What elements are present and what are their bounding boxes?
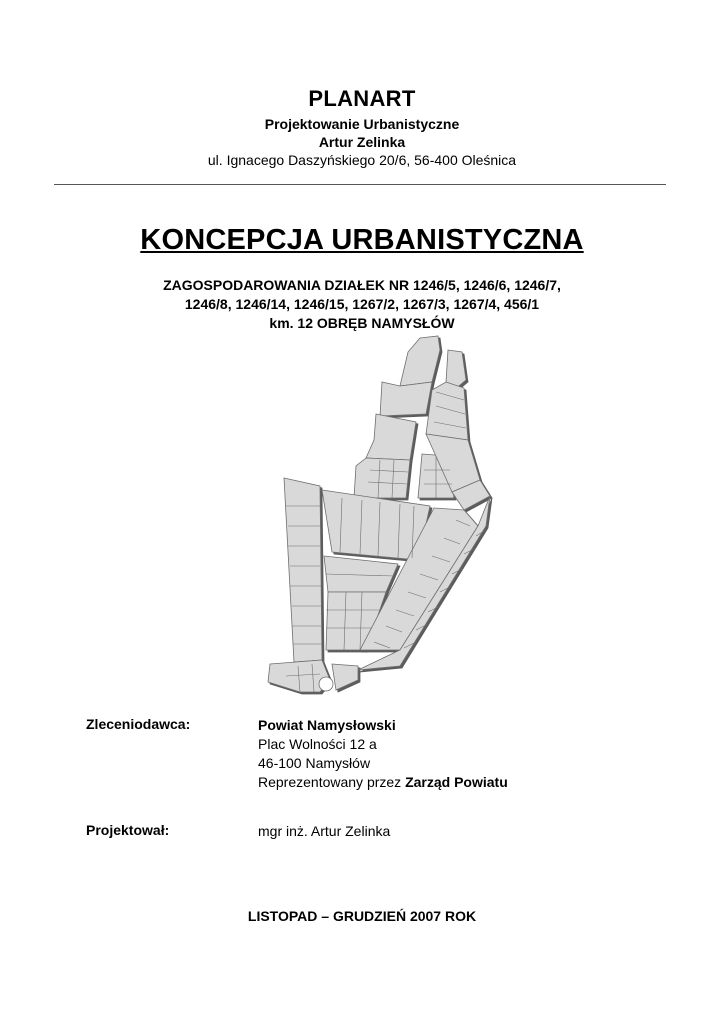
company-name: PLANART (308, 86, 416, 111)
parcel-block (380, 382, 432, 416)
company-person: Artur Zelinka (318, 134, 406, 150)
header-divider (54, 184, 666, 185)
document-subtitle (0, 276, 724, 333)
parcel-block (366, 414, 416, 460)
client-street: Plac Wolności 12 a (258, 736, 377, 752)
parcel-block (426, 382, 468, 440)
parcel-block (400, 336, 440, 386)
designer-label: Projektował: (86, 822, 170, 838)
subtitle-line: km. 12 OBRĘB NAMYSŁÓW (269, 315, 455, 331)
company-subtitle: Projektowanie Urbanistyczne (264, 116, 460, 132)
designer-name: mgr inż. Artur Zelinka (258, 823, 391, 839)
company-address: ul. Ignacego Daszyńskiego 20/6, 56-400 Oleśnica (207, 152, 517, 168)
client-label: Zleceniodawca: (86, 716, 191, 732)
footer-date: LISTOPAD – GRUDZIEŃ 2007 ROK (247, 908, 477, 924)
document-title: KONCEPCJA URBANISTYCZNA (140, 224, 584, 256)
parcel-block (332, 664, 358, 690)
subtitle-line: ZAGOSPODAROWANIA DZIAŁEK NR 1246/5, 1246/6, 1246/7, (163, 277, 561, 293)
parcel-block (284, 478, 322, 662)
subtitle-line: 1246/8, 1246/14, 1246/15, 1267/2, 1267/3, 1267/4, 456/1 (184, 296, 540, 312)
client-city: 46-100 Namysłów (258, 755, 371, 771)
parcel-plan-drawing (250, 330, 500, 700)
represented-by: Zarząd Powiatu (405, 774, 508, 790)
client-details (258, 716, 508, 792)
represented-prefix: Reprezentowany przez (258, 774, 402, 790)
parcel-block (354, 458, 410, 498)
client-represented (258, 773, 508, 792)
parcel-plan-svg (250, 330, 500, 700)
cul-de-sac (319, 677, 333, 691)
client-name: Powiat Namysłowski (258, 717, 396, 733)
